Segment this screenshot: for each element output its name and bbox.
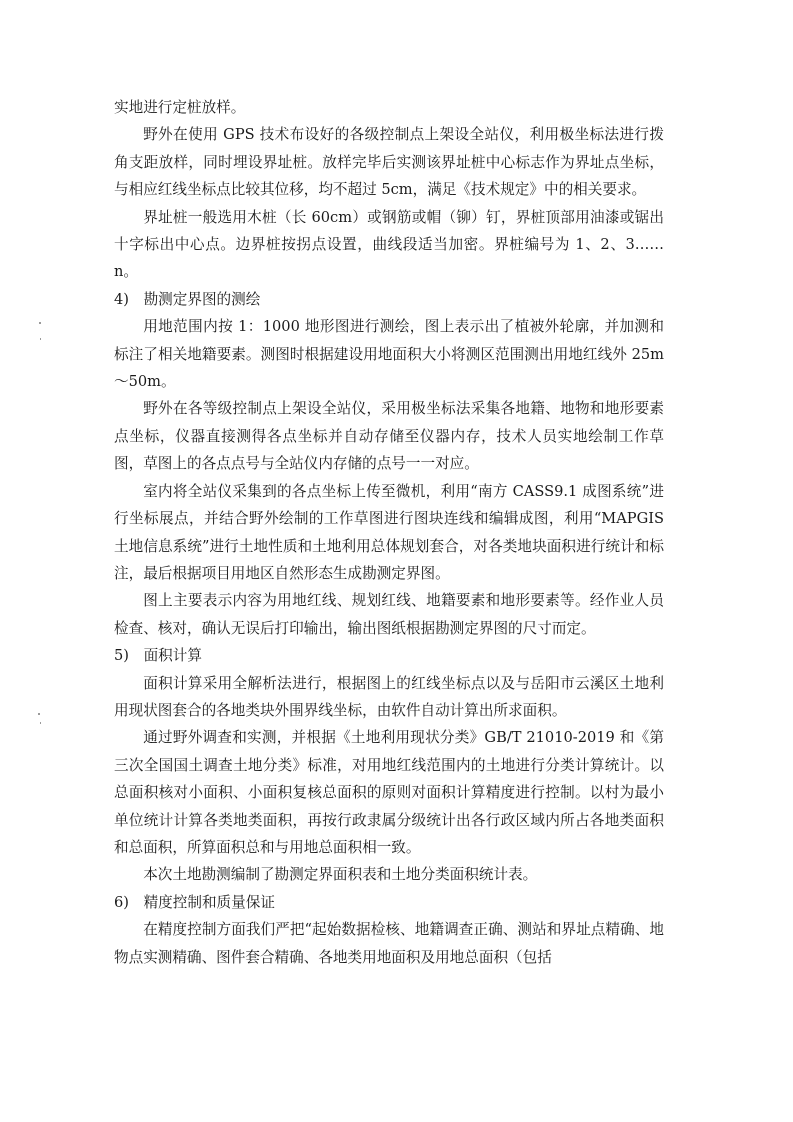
document-body (114, 94, 664, 971)
paragraph-area-tables: 本次土地勘测编制了勘测定界面积表和土地分类面积统计表。 (143, 866, 538, 884)
paragraph-boundary-stakes: 界址桩一般选用木桩（长 60cm）或钢筋或帽（铆）钉，界桩顶部用油漆或锯出十字标出中心点。边界桩按拐点设置，曲线段适当加密。界桩编号为 1、2、3……n。 (114, 208, 664, 281)
section-heading-5: 5) 面积计算 (114, 647, 202, 665)
paragraph-indoor-processing: 室内将全站仪采集到的各点坐标上传至微机，利用“南方 CASS9.1 成图系统”进行坐标展点，并结合野外绘制的工作草图进行图块连线和编辑成图，利用“MAPGIS 土地信息系统”进行土地性质和土地利用总体规划套合，对各类地块面积进行统计和标注，最后根据项目用地区自然形态生成勘测定界图。 (114, 482, 664, 582)
scan-mark (40, 338, 41, 340)
paragraph-continuation: 实地进行定桩放样。 (114, 99, 246, 116)
paragraph-area-classification: 通过野外调查和实测，并根据《土地利用现状分类》GB/T 21010-2019 和《第三次全国国土调查土地分类》标准，对用地红线范围内的土地进行分类计算统计。以总面积核对小面积、小面积复核总面积的原则对面积计算精度进行控制。以村为最小单位统计计算各类地类面积，再按行政隶属分级统计出各行政区域内所占各地类面积和总面积，所算面积总和与用地总面积相一致。 (114, 729, 664, 856)
paragraph-precision-control: 在精度控制方面我们严把“起始数据检核、地籍调查正确、测站和界址点精确、地物点实测精确、图件套合精确、各地类用地面积及用地总面积（包括 (114, 921, 664, 966)
paragraph-area-method: 面积计算采用全解析法进行，根据图上的红线坐标点以及与岳阳市云溪区土地利用现状图套合的各地类块外围界线坐标，由软件自动计算出所求面积。 (114, 674, 664, 719)
scan-mark (39, 322, 41, 324)
section-heading-4: 4) 勘测定界图的测绘 (114, 290, 261, 308)
paragraph-stakeout-method: 野外在使用 GPS 技术布设好的各级控制点上架设全站仪，利用极坐标法进行拨角支距放样，同时埋设界址桩。放样完毕后实测该界址桩中心标志作为界址点坐标，与相应红线坐标点比较其位移，均不超过 5cm，满足《技术规定》中的相关要求。 (114, 126, 664, 199)
scan-mark (40, 722, 41, 724)
paragraph-field-collection: 野外在各等级控制点上架设全站仪，采用极坐标法采集各地籍、地物和地形要素点坐标，仪器直接测得各点坐标并自动存储至仪器内存，技术人员实地绘制工作草图，草图上的各点点号与全站仪内存储的点号一一对应。 (114, 400, 664, 473)
scan-mark (38, 713, 40, 715)
paragraph-survey-scope: 用地范围内按 1：1000 地形图进行测绘，图上表示出了植被外轮廓，并加测和标注了相关地籍要素。测图时根据建设用地面积大小将测区范围测出用地红线外 25m～50m。 (114, 318, 664, 391)
paragraph-map-content: 图上主要表示内容为用地红线、规划红线、地籍要素和地形要素等。经作业人员检查、核对，确认无误后打印输出，输出图纸根据勘测定界图的尺寸而定。 (114, 592, 664, 637)
section-heading-6: 6) 精度控制和质量保证 (114, 893, 275, 911)
